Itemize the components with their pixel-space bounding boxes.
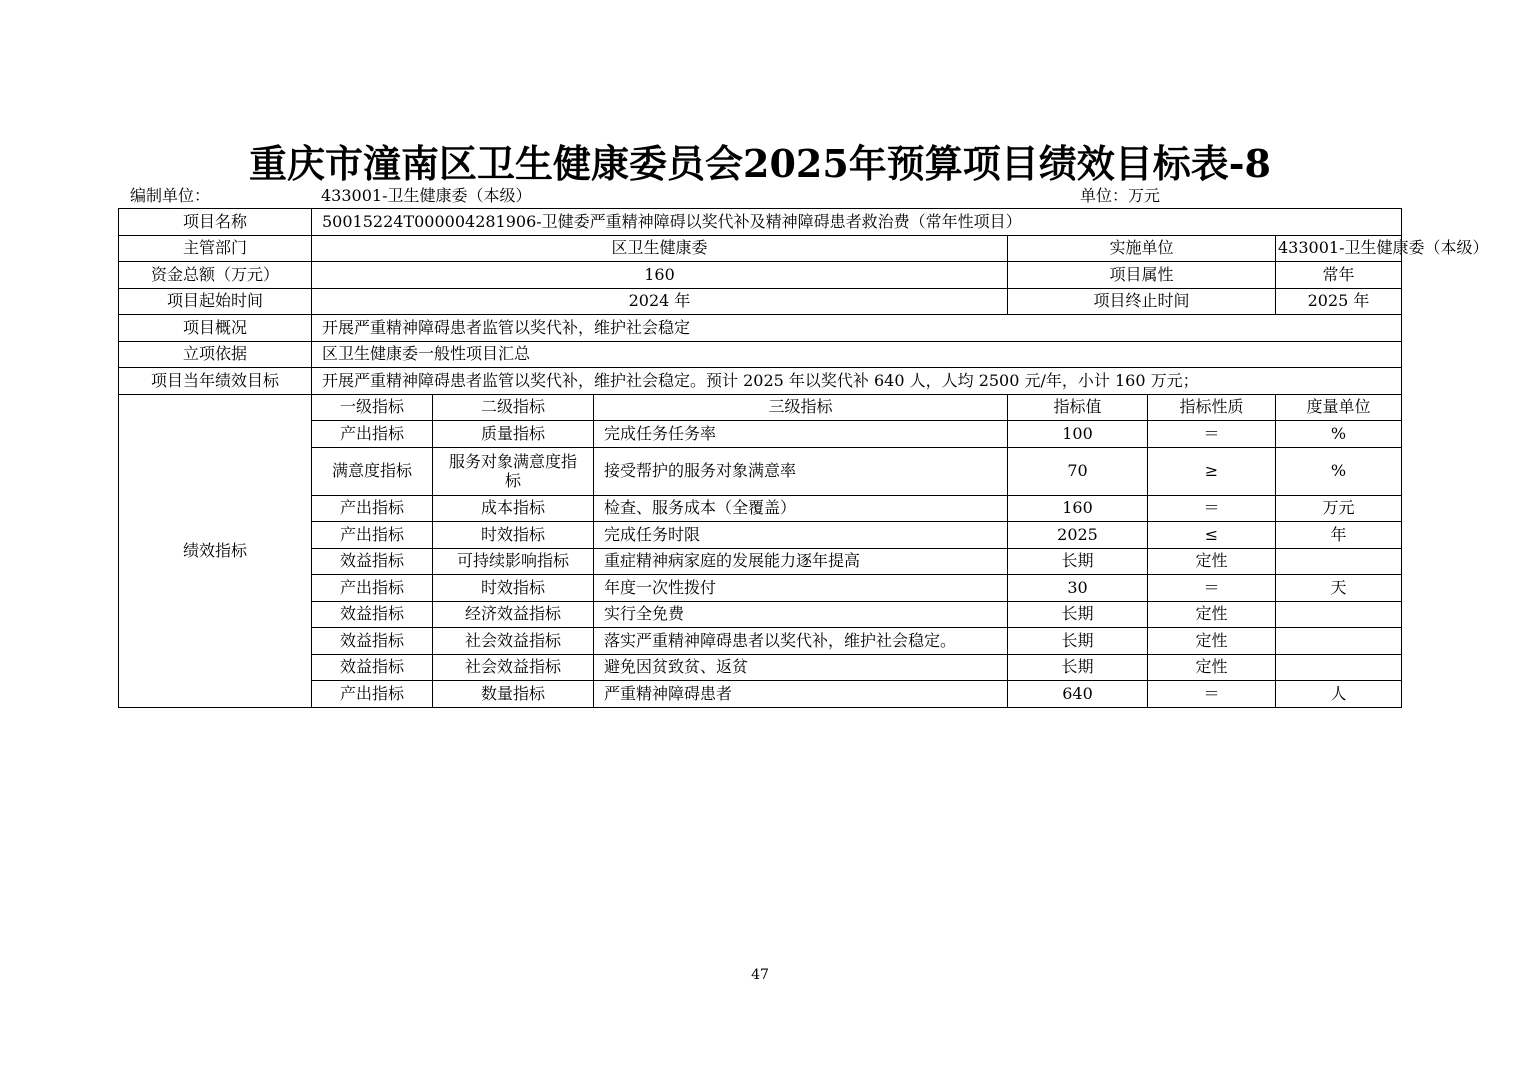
level3-cell: 接受帮护的服务对象满意率 <box>594 447 1008 495</box>
unit-cell: % <box>1276 447 1402 495</box>
nature-cell: ≤ <box>1148 522 1276 549</box>
overview-label: 项目概况 <box>119 315 312 342</box>
basis-value: 区卫生健康委一般性项目汇总 <box>312 341 1402 368</box>
table-row <box>119 628 1402 655</box>
level1-cell: 满意度指标 <box>312 447 433 495</box>
value-cell: 长期 <box>1008 628 1148 655</box>
unit-cell <box>1276 601 1402 628</box>
table-row <box>119 654 1402 681</box>
level3-cell: 落实严重精神障碍患者以奖代补，维护社会稳定。 <box>594 628 1008 655</box>
header-nature: 指标性质 <box>1148 394 1276 421</box>
project-name-value: 50015224T000004281906-卫健委严重精神障碍以奖代补及精神障碍患者救治费（常年性项目） <box>312 209 1402 236</box>
nature-cell: ≥ <box>1148 447 1276 495</box>
prepared-by-value: 433001-卫生健康委（本级） <box>321 186 532 205</box>
overview-value: 开展严重精神障碍患者监管以奖代补，维护社会稳定 <box>312 315 1402 342</box>
performance-target-table <box>118 208 1489 708</box>
nature-cell: 定性 <box>1148 601 1276 628</box>
level1-cell: 产出指标 <box>312 681 433 708</box>
level3-cell: 检查、服务成本（全覆盖） <box>594 495 1008 522</box>
level1-cell: 效益指标 <box>312 628 433 655</box>
unit-cell: 人 <box>1276 681 1402 708</box>
table-row <box>119 447 1402 495</box>
goal-label: 项目当年绩效目标 <box>119 368 312 395</box>
header-level2: 二级指标 <box>433 394 594 421</box>
value-cell: 160 <box>1008 495 1148 522</box>
row-department <box>119 235 1402 262</box>
level3-cell: 实行全免费 <box>594 601 1008 628</box>
end-value: 2025 年 <box>1276 288 1402 315</box>
level2-cell: 社会效益指标 <box>433 628 594 655</box>
level1-cell: 效益指标 <box>312 548 433 575</box>
level3-cell: 年度一次性拨付 <box>594 575 1008 602</box>
row-annual-goal <box>119 368 1402 395</box>
level2-cell: 时效指标 <box>433 522 594 549</box>
nature-cell: ＝ <box>1148 421 1276 448</box>
table-row <box>119 681 1402 708</box>
value-cell: 100 <box>1008 421 1148 448</box>
level2-cell: 成本指标 <box>433 495 594 522</box>
level3-cell: 完成任务任务率 <box>594 421 1008 448</box>
level1-cell: 效益指标 <box>312 654 433 681</box>
fund-value: 160 <box>312 262 1008 289</box>
indicators-section-label: 绩效指标 <box>119 394 312 707</box>
dept-value: 区卫生健康委 <box>312 235 1008 262</box>
unit-cell <box>1276 548 1402 575</box>
level3-cell: 重症精神病家庭的发展能力逐年提高 <box>594 548 1008 575</box>
table-row <box>119 575 1402 602</box>
level3-cell: 避免因贫致贫、返贫 <box>594 654 1008 681</box>
level2-cell: 数量指标 <box>433 681 594 708</box>
unit-cell: 年 <box>1276 522 1402 549</box>
level2-cell: 服务对象满意度指标 <box>433 447 594 495</box>
start-label: 项目起始时间 <box>119 288 312 315</box>
nature-cell: 定性 <box>1148 628 1276 655</box>
currency-unit-label: 单位：万元 <box>1080 186 1161 205</box>
end-label: 项目终止时间 <box>1008 288 1276 315</box>
dept-label: 主管部门 <box>119 235 312 262</box>
table-row <box>119 421 1402 448</box>
value-cell: 640 <box>1008 681 1148 708</box>
indicator-header-row <box>119 394 1402 421</box>
table-row <box>119 522 1402 549</box>
page-title: 重庆市潼南区卫生健康委员会2025年预算项目绩效目标表-8 <box>249 141 1271 186</box>
level1-cell: 效益指标 <box>312 601 433 628</box>
level2-cell: 社会效益指标 <box>433 654 594 681</box>
unit-cell <box>1276 654 1402 681</box>
attr-label: 项目属性 <box>1008 262 1276 289</box>
value-cell: 长期 <box>1008 654 1148 681</box>
nature-cell: ＝ <box>1148 575 1276 602</box>
level3-cell: 严重精神障碍患者 <box>594 681 1008 708</box>
project-name-label: 项目名称 <box>119 209 312 236</box>
level1-cell: 产出指标 <box>312 495 433 522</box>
value-cell: 2025 <box>1008 522 1148 549</box>
table-row <box>119 601 1402 628</box>
value-cell: 长期 <box>1008 548 1148 575</box>
header-value: 指标值 <box>1008 394 1148 421</box>
page-number: 47 <box>751 967 769 983</box>
table-row <box>119 548 1402 575</box>
level2-cell: 可持续影响指标 <box>433 548 594 575</box>
attr-value: 常年 <box>1276 262 1402 289</box>
unit-cell: % <box>1276 421 1402 448</box>
level1-cell: 产出指标 <box>312 421 433 448</box>
level1-cell: 产出指标 <box>312 522 433 549</box>
unit-cell <box>1276 628 1402 655</box>
unit-cell: 天 <box>1276 575 1402 602</box>
level2-cell: 时效指标 <box>433 575 594 602</box>
nature-cell: ＝ <box>1148 495 1276 522</box>
prepared-by-label: 编制单位： <box>130 186 211 205</box>
start-value: 2024 年 <box>312 288 1008 315</box>
impl-unit-value: 433001-卫生健康委（本级） <box>1276 235 1402 262</box>
nature-cell: ＝ <box>1148 681 1276 708</box>
basis-label: 立项依据 <box>119 341 312 368</box>
nature-cell: 定性 <box>1148 548 1276 575</box>
unit-cell: 万元 <box>1276 495 1402 522</box>
row-funding <box>119 262 1402 289</box>
level2-cell: 经济效益指标 <box>433 601 594 628</box>
table-row <box>119 495 1402 522</box>
row-basis <box>119 341 1402 368</box>
fund-label: 资金总额（万元） <box>119 262 312 289</box>
impl-unit-label: 实施单位 <box>1008 235 1276 262</box>
value-cell: 长期 <box>1008 601 1148 628</box>
row-period <box>119 288 1402 315</box>
header-level3: 三级指标 <box>594 394 1008 421</box>
goal-value: 开展严重精神障碍患者监管以奖代补，维护社会稳定。预计 2025 年以奖代补 640 人，人均 2500 元/年，小计 160 万元； <box>312 368 1402 395</box>
level1-cell: 产出指标 <box>312 575 433 602</box>
level3-cell: 完成任务时限 <box>594 522 1008 549</box>
value-cell: 30 <box>1008 575 1148 602</box>
value-cell: 70 <box>1008 447 1148 495</box>
header-level1: 一级指标 <box>312 394 433 421</box>
header-unit: 度量单位 <box>1276 394 1402 421</box>
nature-cell: 定性 <box>1148 654 1276 681</box>
row-overview <box>119 315 1402 342</box>
row-project-name <box>119 209 1402 236</box>
level2-cell: 质量指标 <box>433 421 594 448</box>
